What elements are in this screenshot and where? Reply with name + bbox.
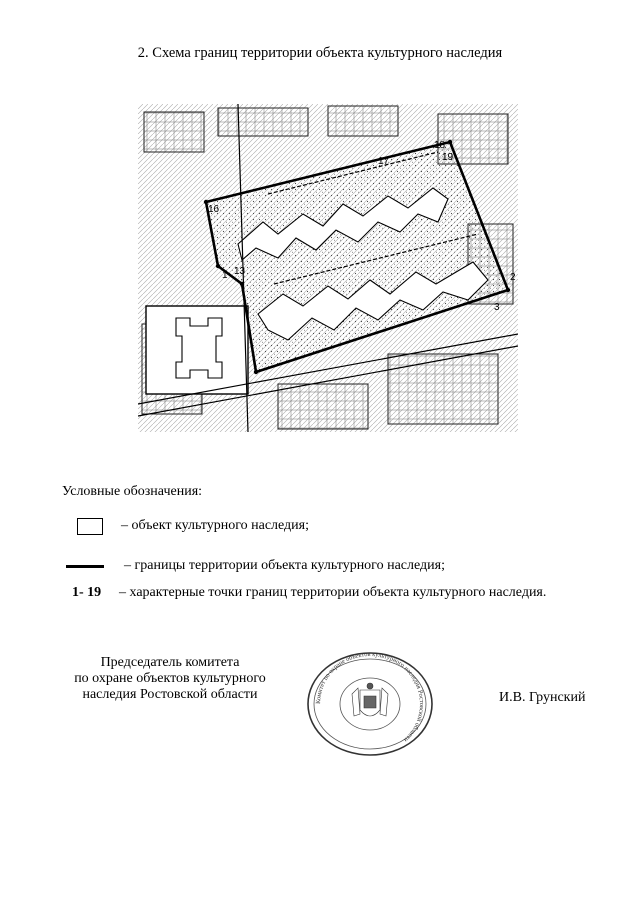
signatory-position-line: наследия Ростовской области: [82, 687, 258, 702]
legend-object-symbol: [77, 518, 103, 535]
official-seal: [304, 650, 436, 758]
signatory-name: И.В. Грунский: [499, 690, 586, 705]
legend-heading: Условные обозначения:: [62, 484, 203, 499]
seal-emblem-icon: [352, 683, 388, 716]
signatory-position-line: по охране объектов культурного: [74, 671, 266, 686]
point-label-13: 13: [234, 266, 246, 277]
legend-boundary-text: – границы территории объекта культурного наследия;: [124, 558, 445, 573]
legend-points-text: – характерные точки границ территории объекта культурного наследия.: [119, 585, 547, 600]
signatory-position: [40, 655, 300, 703]
point-label-1: 1: [222, 270, 228, 281]
point-label-17: 17: [378, 156, 390, 167]
point-label-19: 19: [442, 152, 454, 163]
territory-map: [138, 104, 518, 432]
document-title: 2. Схема границ территории объекта культурного наследия: [137, 45, 503, 61]
point-label-3: 3: [494, 302, 500, 313]
point-label-2: 2: [510, 272, 516, 283]
legend-boundary-symbol: [66, 565, 104, 568]
seal-text: Комитет по охране объектов культурного наследия Ростовской области: [314, 650, 426, 744]
legend-points-symbol: 1- 19: [72, 585, 102, 600]
point-label-18: 18: [434, 140, 446, 151]
left-square-building: [146, 306, 248, 394]
legend-object-text: – объект культурного наследия;: [121, 518, 309, 533]
point-label-16: 16: [208, 204, 220, 215]
signatory-position-line: Председатель комитета: [100, 655, 240, 670]
